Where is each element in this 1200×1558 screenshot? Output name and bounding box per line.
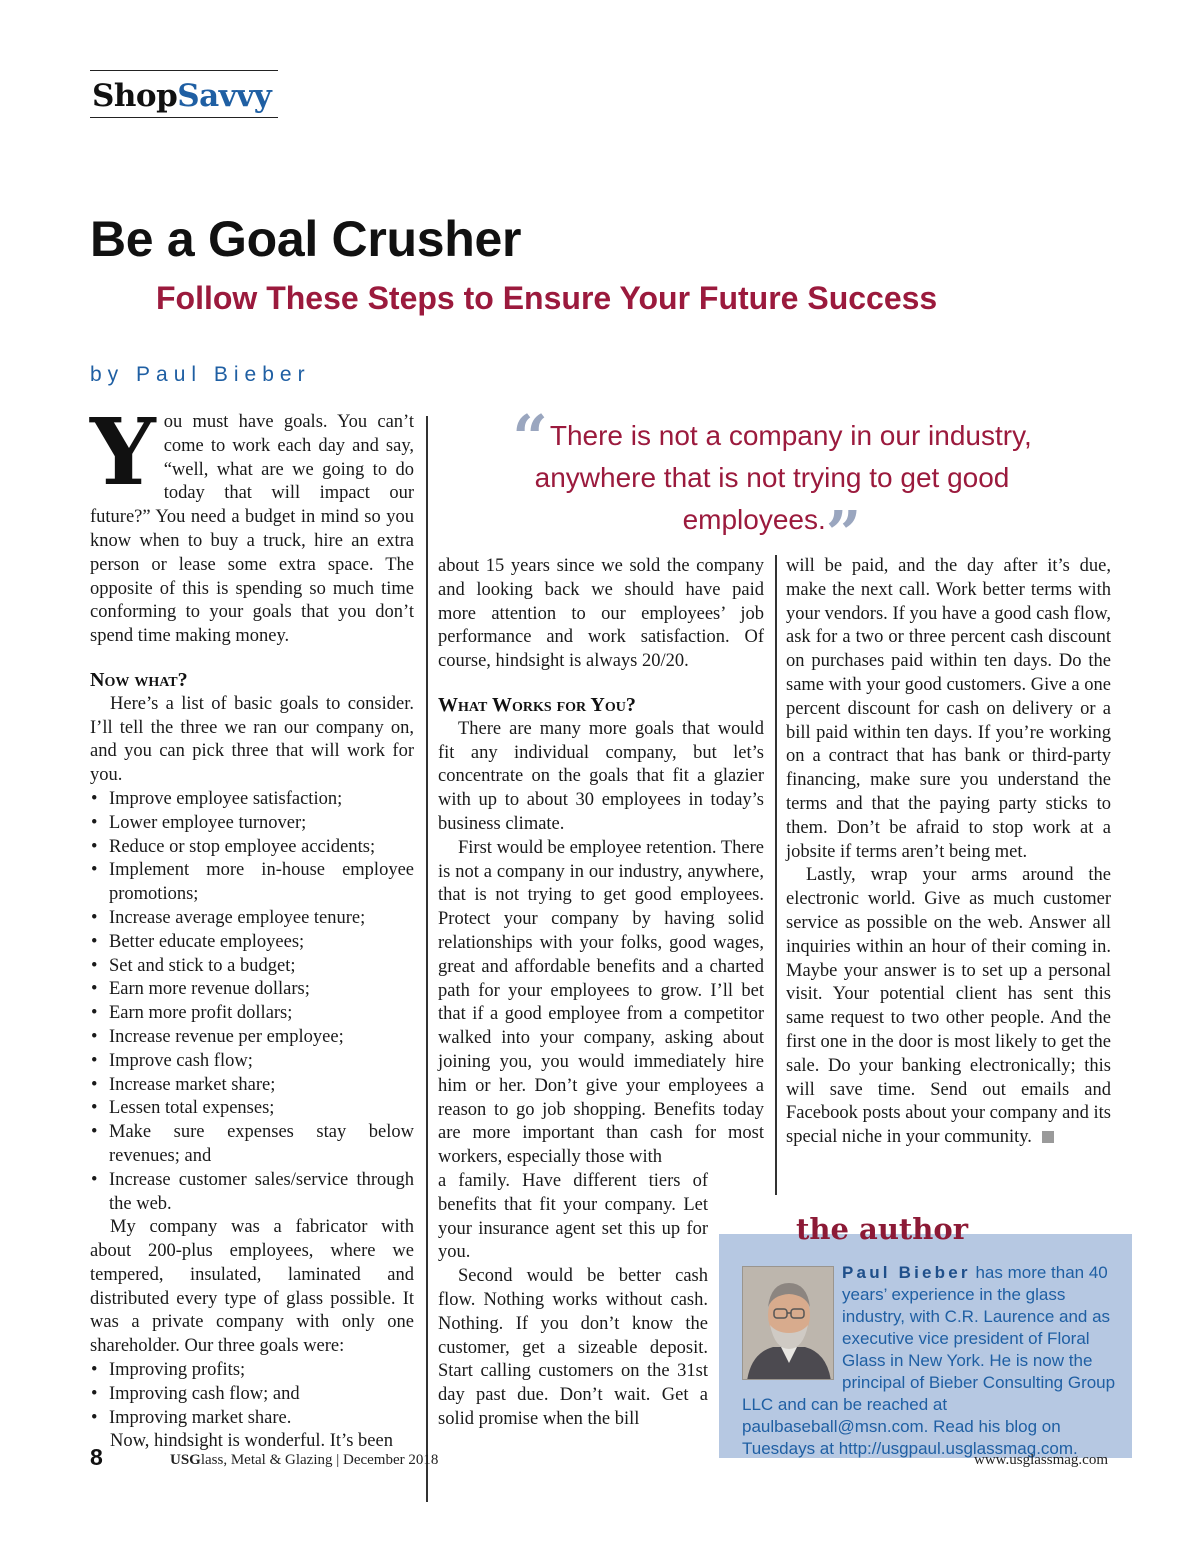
author-bio bbox=[742, 1262, 1126, 1460]
issue-date: December 2018 bbox=[343, 1452, 439, 1468]
column-divider bbox=[426, 416, 428, 1502]
author-box-title: the author bbox=[796, 1212, 969, 1246]
list-item: • Increase revenue per employee; bbox=[90, 1026, 414, 1050]
footer-url: www.usglassmag.com bbox=[974, 1452, 1109, 1468]
section-tag bbox=[90, 70, 278, 118]
our-goals-list bbox=[90, 1359, 414, 1430]
column-1 bbox=[90, 398, 414, 1454]
list-item: • Improving profits; bbox=[90, 1359, 414, 1383]
paragraph: Here’s a list of basic goals to consider. I’ll tell the three we ran our company on, and you can pick three that will work for you. bbox=[90, 693, 414, 786]
list-item: • Lower employee turnover; bbox=[90, 812, 414, 836]
paragraph bbox=[786, 864, 1111, 1150]
section-tag-savvy: Savvy bbox=[177, 78, 272, 114]
list-item: • Improving cash flow; and bbox=[90, 1383, 414, 1407]
intro-text: ou must have goals. You can’t come to work each day and say, “well, what are we going to do today that will impact our future?” You need a budget in mind so you know when to buy a truck, hire an extra person or lease some extra space. The opposite of this is spending so much time conforming to your goals that you don’t spend time making money. bbox=[90, 412, 414, 647]
author-name: Paul Bieber bbox=[842, 1263, 971, 1282]
list-item: • Increase average employee tenure; bbox=[90, 907, 414, 931]
list-item: • Reduce or stop employee accidents; bbox=[90, 836, 414, 860]
list-item: • Make sure expenses stay below revenues; and bbox=[90, 1121, 414, 1169]
headline: Be a Goal Crusher bbox=[90, 211, 522, 267]
list-item: • Increase customer sales/service through the web. bbox=[90, 1169, 414, 1217]
list-item: • Set and stick to a budget; bbox=[90, 955, 414, 979]
list-item: • Increase market share; bbox=[90, 1074, 414, 1098]
list-item: • Better educate employees; bbox=[90, 931, 414, 955]
footer-separator: | bbox=[336, 1452, 340, 1468]
section-tag-shop: Shop bbox=[92, 78, 178, 114]
publication-info bbox=[170, 1452, 438, 1469]
drop-cap: Y bbox=[90, 398, 156, 506]
paragraph: Now, hindsight is wonderful. It’s been bbox=[110, 1431, 393, 1452]
paragraph: a family. Have different tiers of benefits that fit your company. Let your insurance agent set this up for you. bbox=[438, 1170, 708, 1263]
publication-name: lass, Metal & Glazing bbox=[200, 1452, 333, 1468]
pull-quote-text: There is not a company in our industry, anywhere that is not trying to get good employees. bbox=[534, 420, 1032, 535]
close-quote-icon: ” bbox=[825, 497, 862, 570]
list-item: • Improve cash flow; bbox=[90, 1050, 414, 1074]
intro-paragraph bbox=[90, 398, 414, 649]
paragraph: will be paid, and the day after it’s due, make the next call. Work better terms with your vendors. If you have a good cash flow, ask for a two or three percent cash discount on purchases paid within ten days. Do the same with your good customers. Give a one percent discount for cash on delivery or a bill paid within ten days. If you’re working on a contract that has bank or third-party financing, make sure you understand the terms and that the paying party sticks to them. Don’t be afraid to stop work at a jobsite if terms aren’t being met. bbox=[786, 556, 1111, 862]
deck: Follow These Steps to Ensure Your Future Success bbox=[156, 280, 938, 316]
column-3 bbox=[786, 555, 1111, 1150]
page-number: 8 bbox=[90, 1444, 103, 1470]
list-item: • Earn more revenue dollars; bbox=[90, 978, 414, 1002]
subhead-now-what: Now what? bbox=[90, 668, 188, 691]
byline: by Paul Bieber bbox=[90, 363, 311, 386]
column-2-narrow bbox=[438, 1170, 708, 1432]
paragraph: Second would be better cash flow. Nothing works without cash. Nothing. If you don’t know the customer, get a sizeable deposit. Start calling customers on the 31st day past due. Don’t wait. Get a solid promise when the bill bbox=[438, 1266, 708, 1429]
paragraph: My company was a fabricator with about 200-plus employees, where we tempered, insulated, laminated and distributed every type of glass possible. It was a private company with only one shareholder. Our three goals were: bbox=[90, 1217, 414, 1357]
list-item: • Improve employee satisfaction; bbox=[90, 788, 414, 812]
paragraph: There are many more goals that would fit any individual company, but let’s concentrate on the goals that fit a glazier with up to about 30 employees in today’s business climate. bbox=[438, 718, 764, 834]
paragraph: First would be employee retention. There is not a company in our industry, anywhere, that is not trying to get good employees. Protect your company by having solid relationships with your folks, good wages, great and affordable benefits and a charted path for your employees to grow. I’ll bet that if a good employee from a competitor walked into your company, asking about joining you, you would immediately hire him or her. Don’t give your employees a reason to go job shopping. Benefits today are more important than cash for most workers, especially those with bbox=[438, 837, 764, 1168]
list-item: • Lessen total expenses; bbox=[90, 1097, 414, 1121]
closing-text: Lastly, wrap your arms around the electronic world. Give as much customer service as possible on the web. Answer all inquiries within an hour of their coming in. Maybe your answer is to set up a personal visit. Your potential client has sent this same request to two other people. And the first one in the door is most likely to get the sale. Do your banking electronically; this will save time. Send out emails and Facebook posts about your company and its special niche in your community. bbox=[786, 865, 1111, 1148]
list-item: • Improving market share. bbox=[90, 1407, 414, 1431]
publication-brand: USG bbox=[170, 1452, 201, 1468]
column-2 bbox=[438, 555, 764, 1432]
pull-quote bbox=[462, 401, 1082, 570]
author-bio-text: has more than 40 years’ experience in the glass industry, with C.R. Laurence and as executive vice president of Floral Glass in New York. He is now the principal of Bieber Consulting Group LLC and can be reached at paulbaseball@msn.com. Read his blog on Tuesdays at http://usgpaul.usglassmag.com. bbox=[742, 1263, 1116, 1458]
paragraph: about 15 years since we sold the company and looking back we should have paid more attention to our employees’ job performance and work satisfaction. Of course, hindsight is always 20/20. bbox=[438, 556, 764, 672]
subhead-what-works: What Works for You? bbox=[438, 693, 636, 716]
column-divider bbox=[775, 555, 777, 1195]
list-item: • Earn more profit dollars; bbox=[90, 1002, 414, 1026]
open-quote-icon: “ bbox=[512, 401, 548, 474]
list-item: • Implement more in-house employee promotions; bbox=[90, 859, 414, 907]
end-mark-icon bbox=[1042, 1131, 1054, 1143]
goals-list bbox=[90, 788, 414, 1216]
